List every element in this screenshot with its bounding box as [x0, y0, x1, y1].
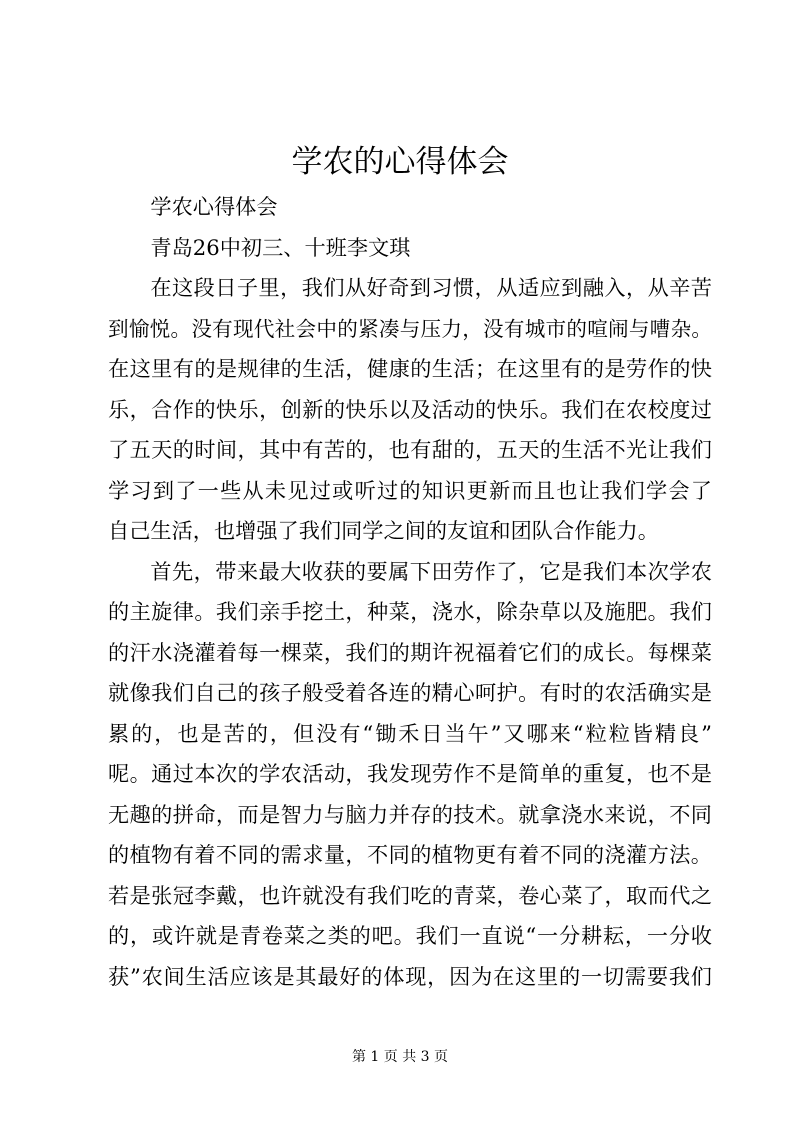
author-line: 青岛26中初三、十班李文琪 — [150, 234, 411, 260]
paragraph-line: 获”农间生活应该是其最好的体现，因为在这里的一切需要我们 — [108, 963, 712, 989]
paragraph-line: 累的，也是苦的，但没有“锄禾日当午”又哪来“粒粒皆精良” — [108, 720, 712, 746]
subtitle-line: 学农心得体会 — [150, 194, 278, 219]
paragraph-line: 的植物有着不同的需求量，不同的植物更有着不同的浇灌方法。 — [108, 842, 712, 867]
paragraph-line: 在这里有的是规律的生活，健康的生活；在这里有的是劳作的快 — [108, 356, 712, 381]
paragraph-line: 首先，带来最大收获的要属下田劳作了，它是我们本次学农 — [150, 558, 712, 584]
paragraph-line: 的汗水浇灌着每一棵菜，我们的期许祝福着它们的成长。每棵菜 — [108, 639, 712, 665]
paragraph-line: 到愉悦。没有现代社会中的紧凑与压力，没有城市的喧闹与嘈杂。 — [108, 316, 712, 341]
document-title: 学农的心得体会 — [291, 144, 509, 180]
paragraph-1 — [108, 268, 712, 552]
paragraph-line: 若是张冠李戴，也许就没有我们吃的青菜，卷心菜了，取而代之 — [108, 882, 712, 908]
document-body — [108, 187, 712, 997]
paragraph-line: 乐，合作的快乐，创新的快乐以及活动的快乐。我们在农校度过 — [108, 396, 712, 422]
paragraph-line: 就像我们自己的孩子般受着各连的精心呵护。有时的农活确实是 — [108, 680, 712, 705]
paragraph-2 — [108, 552, 712, 998]
paragraph-line: 在这段日子里，我们从好奇到习惯，从适应到融入，从辛苦 — [150, 275, 712, 300]
paragraph-line: 无趣的拼命，而是智力与脑力并存的技术。就拿浇水来说，不同 — [108, 801, 712, 827]
paragraph-line: 了五天的时间，其中有苦的，也有甜的，五天的生活不光让我们 — [108, 437, 712, 462]
paragraph-line: 呢。通过本次的学农活动，我发现劳作不是简单的重复，也不是 — [108, 761, 712, 786]
paragraph-line: 的主旋律。我们亲手挖土，种菜，浇水，除杂草以及施肥。我们 — [108, 599, 712, 624]
page-footer: 第 1 页 共 3 页 — [351, 1049, 449, 1065]
paragraph-line: 学习到了一些从未见过或听过的知识更新而且也让我们学会了 — [108, 477, 712, 503]
paragraph-line: 自己生活，也增强了我们同学之间的友谊和团队合作能力。 — [108, 518, 659, 543]
paragraph-line: 的，或许就是青卷菜之类的吧。我们一直说“一分耕耘，一分收 — [108, 923, 712, 948]
